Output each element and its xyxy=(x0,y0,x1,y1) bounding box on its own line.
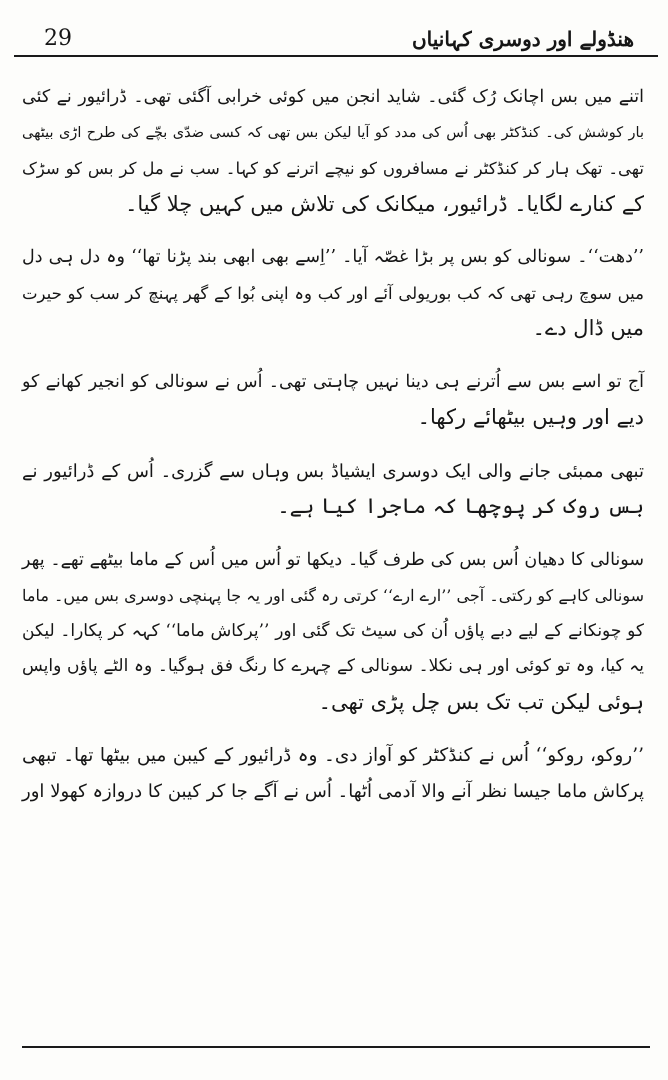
footer-rule xyxy=(22,1046,650,1048)
text-line: ہوئی لیکن تب تک بس چل پڑی تھی۔ xyxy=(318,689,644,714)
text-line: دیے اور وہیں بیٹھائے رکھا۔ xyxy=(417,405,644,429)
text-line: میں سوچ رہی تھی کہ کب بوریولی آئے اور کب وہ اپنی بُوا کے گھر پہنچ کر سب کو حیرت xyxy=(22,283,644,303)
paragraph-1 xyxy=(22,80,644,222)
text-line: ’’روکو، روکو‘‘ اُس نے کنڈکٹر کو آواز دی۔ وہ ڈرائیور کے کیبن میں بیٹھا تھا۔ تبھی xyxy=(22,745,644,766)
text-line: بس روک کر پوچھا کہ ماجرا کیا ہے۔ xyxy=(277,494,644,518)
text-line: پرکاش ماما جیسا نظر آنے والا آدمی اُٹھا۔ اُس نے آگے جا کر کیبن کا دروازہ کھولا اور xyxy=(22,780,644,802)
text-line: یہ کیا، وہ تو کوئی اور ہی نکلا۔ سونالی کے چہرے کا رنگ فق ہوگیا۔ وہ الٹے پاؤں واپس xyxy=(22,656,644,676)
page-number: 29 xyxy=(44,26,72,51)
text-line: تھی۔ تھک ہار کر کنڈکٹر نے مسافروں کو نیچے اترنے کو کہا۔ سب نے مل کر بس کو سڑک xyxy=(22,159,644,178)
text-line: بار کوشش کی۔ کنڈکٹر بھی اُس کی مدد کو آیا لیکن بس تھی کہ کسی ضدّی بچّے کی طرح اڑی بیٹھی xyxy=(22,124,644,141)
text-line: میں ڈال دے۔ xyxy=(532,316,644,340)
text-line: ’’دھت‘‘۔ سونالی کو بس پر بڑا غصّہ آیا۔ ’’اِسے بھی ابھی بند پڑنا تھا‘‘ وہ دل ہی دل xyxy=(22,247,644,267)
text-line: کو چونکانے کے لیے دبے پاؤں اُن کی سیٹ تک گئی اور ’’پرکاش ماما‘‘ کہہ کر پکارا۔ لیکن xyxy=(22,620,644,641)
running-title: ھنڈولے اور دوسری کہانیاں xyxy=(411,27,634,51)
text-line: سونالی کا دھیان اُس بس کی طرف گیا۔ دیکھا تو اُس میں اُس کے ماما بیٹھے تھے۔ پھر xyxy=(22,549,644,570)
text-line: اتنے میں بس اچانک رُک گئی۔ شاید انجن میں کوئی خرابی آگئی تھی۔ ڈرائیور نے کئی xyxy=(22,87,644,107)
paragraph-5 xyxy=(22,543,644,721)
paragraph-6 xyxy=(22,738,644,809)
text-line: سونالی کاہے کو رکتی۔ آجی ’’ارے ارے‘‘ کرتی رہ گئی اور یہ جا پہنچی دوسری بس میں۔ ماما xyxy=(22,586,644,605)
paragraph-3 xyxy=(22,365,644,436)
text-line: آج تو اسے بس سے اُترنے ہی دینا نہیں چاہتی تھی۔ اُس نے سونالی کو انجیر کھانے کو xyxy=(22,371,644,392)
text-line: تبھی ممبئی جانے والی ایک دوسری ایشیاڈ بس وہاں سے گزری۔ اُس کے ڈرائیور نے xyxy=(22,460,644,482)
text-line: کے کنارے لگایا۔ ڈرائیور، میکانک کی تلاش میں کہیں چلا گیا۔ xyxy=(125,191,644,216)
header-rule xyxy=(14,55,658,57)
paragraph-2 xyxy=(22,240,644,347)
paragraph-4 xyxy=(22,454,644,525)
story-text xyxy=(22,80,644,827)
